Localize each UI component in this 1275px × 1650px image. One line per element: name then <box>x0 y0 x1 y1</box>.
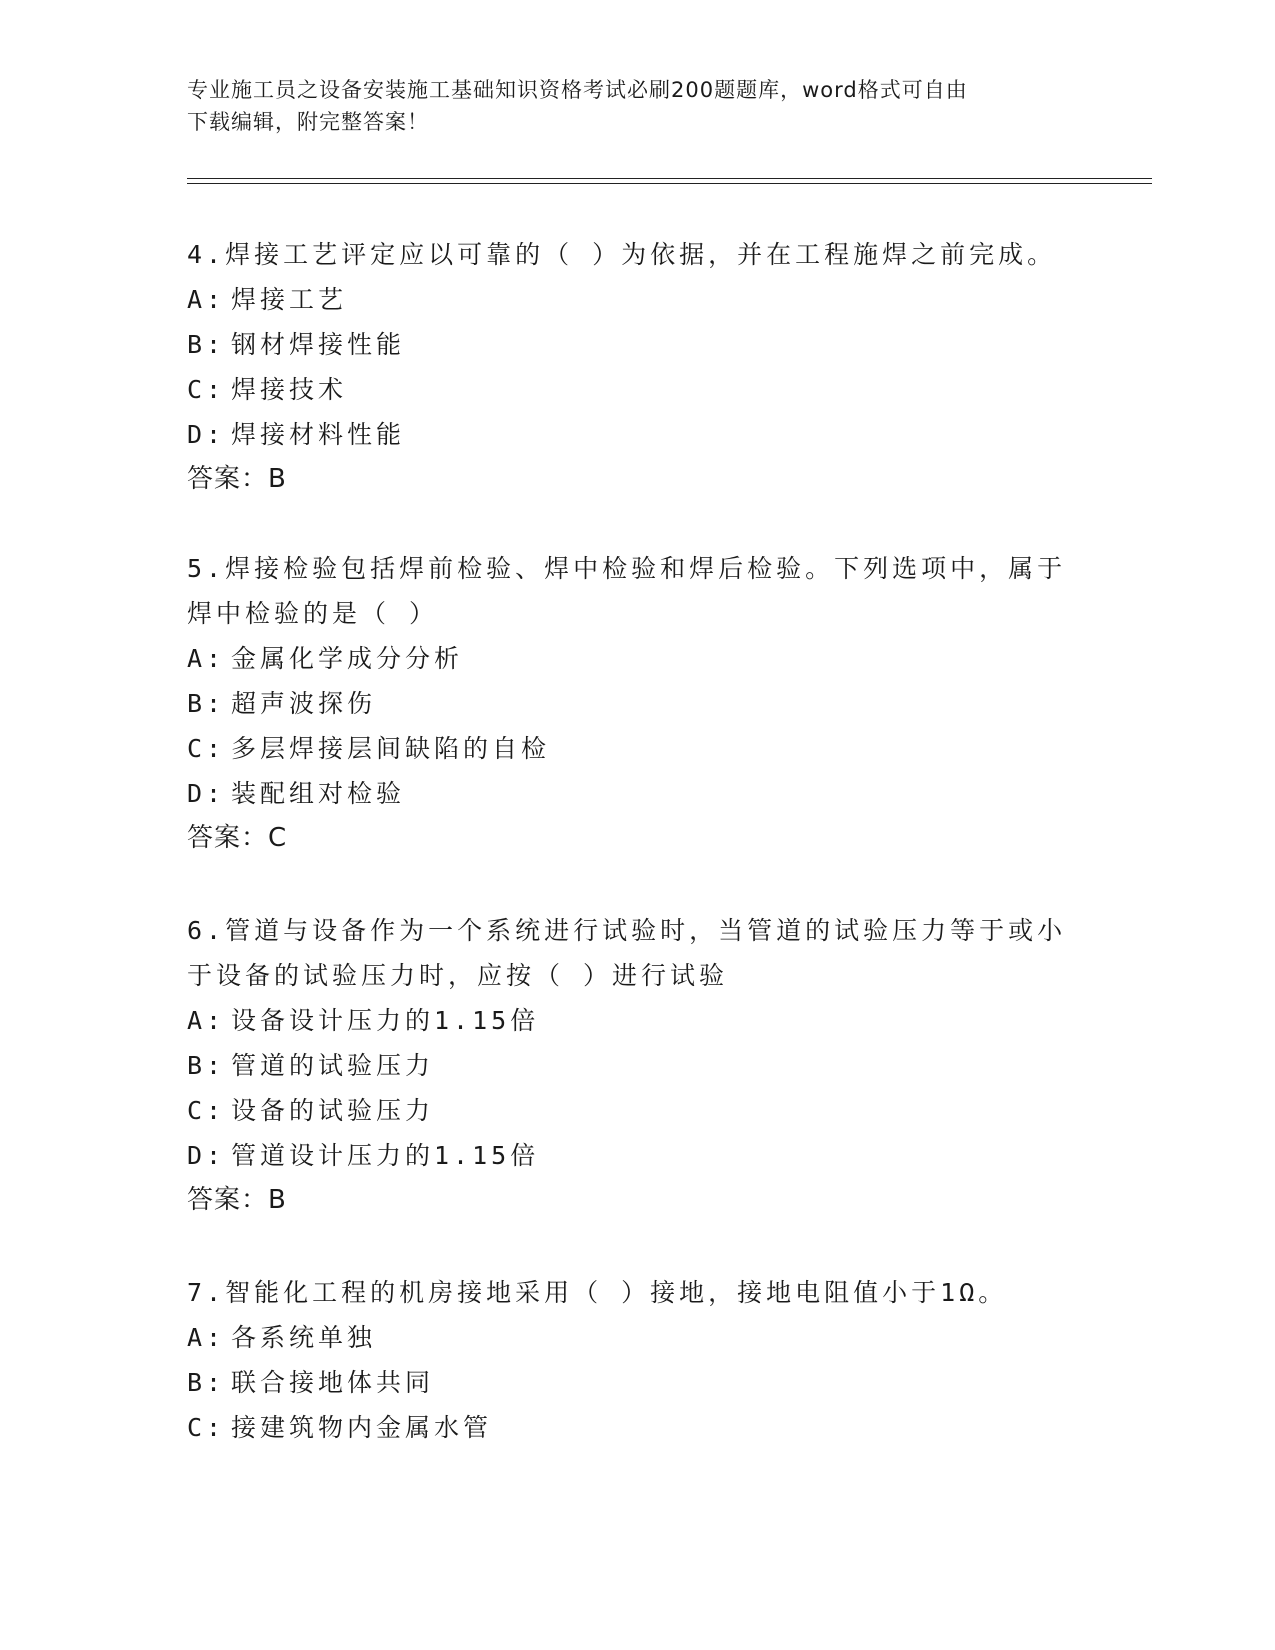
question-stem: 5.焊接检验包括焊前检验、焊中检验和焊后检验。下列选项中，属于焊中检验的是（ ） <box>187 554 1067 628</box>
answer-line: 答案：C <box>187 823 288 853</box>
question-6 <box>187 908 1087 1223</box>
question-stem: 7.智能化工程的机房接地采用（ ）接地，接地电阻值小于1Ω。 <box>187 1278 1008 1307</box>
option-letter: B: <box>187 1368 226 1397</box>
question-4 <box>187 232 1087 502</box>
option-letter: D: <box>187 1141 226 1170</box>
question-7 <box>187 1270 1087 1450</box>
option-text: 联合接地体共同 <box>231 1368 435 1397</box>
option-letter: C: <box>187 1096 226 1125</box>
answer-line: 答案：B <box>187 464 287 494</box>
option-text: 超声波探伤 <box>231 689 377 718</box>
option-c <box>187 726 1087 771</box>
option-d <box>187 771 1087 816</box>
option-b <box>187 1043 1087 1088</box>
document-title-line-2: 下载编辑，附完整答案！ <box>187 110 429 134</box>
option-letter: A: <box>187 285 226 314</box>
option-a <box>187 998 1087 1043</box>
option-letter: A: <box>187 1006 226 1035</box>
answer-line: 答案：B <box>187 1185 287 1215</box>
question-stem: 6.管道与设备作为一个系统进行试验时，当管道的试验压力等于或小于设备的试验压力时，应按（ ）进行试验 <box>187 916 1067 990</box>
option-letter: B: <box>187 330 226 359</box>
option-letter: D: <box>187 420 226 449</box>
option-text: 设备设计压力的1.15倍 <box>231 1006 540 1035</box>
option-text: 接建筑物内金属水管 <box>231 1413 493 1442</box>
option-c <box>187 1405 1087 1450</box>
option-text: 焊接工艺 <box>231 285 348 314</box>
option-d <box>187 1133 1087 1178</box>
option-text: 焊接技术 <box>231 375 348 404</box>
option-text: 多层焊接层间缺陷的自检 <box>231 734 551 763</box>
option-text: 设备的试验压力 <box>231 1096 435 1125</box>
header-divider <box>187 178 1152 184</box>
option-text: 管道的试验压力 <box>231 1051 435 1080</box>
option-text: 金属化学成分分析 <box>231 644 464 673</box>
option-text: 管道设计压力的1.15倍 <box>231 1141 540 1170</box>
option-b <box>187 322 1087 367</box>
option-b <box>187 1360 1087 1405</box>
page-header <box>187 74 1067 138</box>
option-a <box>187 277 1087 322</box>
option-letter: A: <box>187 1323 226 1352</box>
option-text: 各系统单独 <box>231 1323 377 1352</box>
option-text: 钢材焊接性能 <box>231 330 406 359</box>
option-b <box>187 681 1087 726</box>
option-a <box>187 636 1087 681</box>
option-letter: B: <box>187 689 226 718</box>
option-text: 焊接材料性能 <box>231 420 406 449</box>
option-letter: B: <box>187 1051 226 1080</box>
option-a <box>187 1315 1087 1360</box>
question-stem: 4.焊接工艺评定应以可靠的（ ）为依据，并在工程施焊之前完成。 <box>187 240 1057 269</box>
option-letter: C: <box>187 375 226 404</box>
option-d <box>187 412 1087 457</box>
option-letter: C: <box>187 734 226 763</box>
option-letter: D: <box>187 779 226 808</box>
option-letter: A: <box>187 644 226 673</box>
option-text: 装配组对检验 <box>231 779 406 808</box>
option-letter: C: <box>187 1413 226 1442</box>
option-c <box>187 1088 1087 1133</box>
question-5 <box>187 546 1087 861</box>
document-title-line-1: 专业施工员之设备安装施工基础知识资格考试必刷200题题库，word格式可自由 <box>187 78 968 102</box>
option-c <box>187 367 1087 412</box>
